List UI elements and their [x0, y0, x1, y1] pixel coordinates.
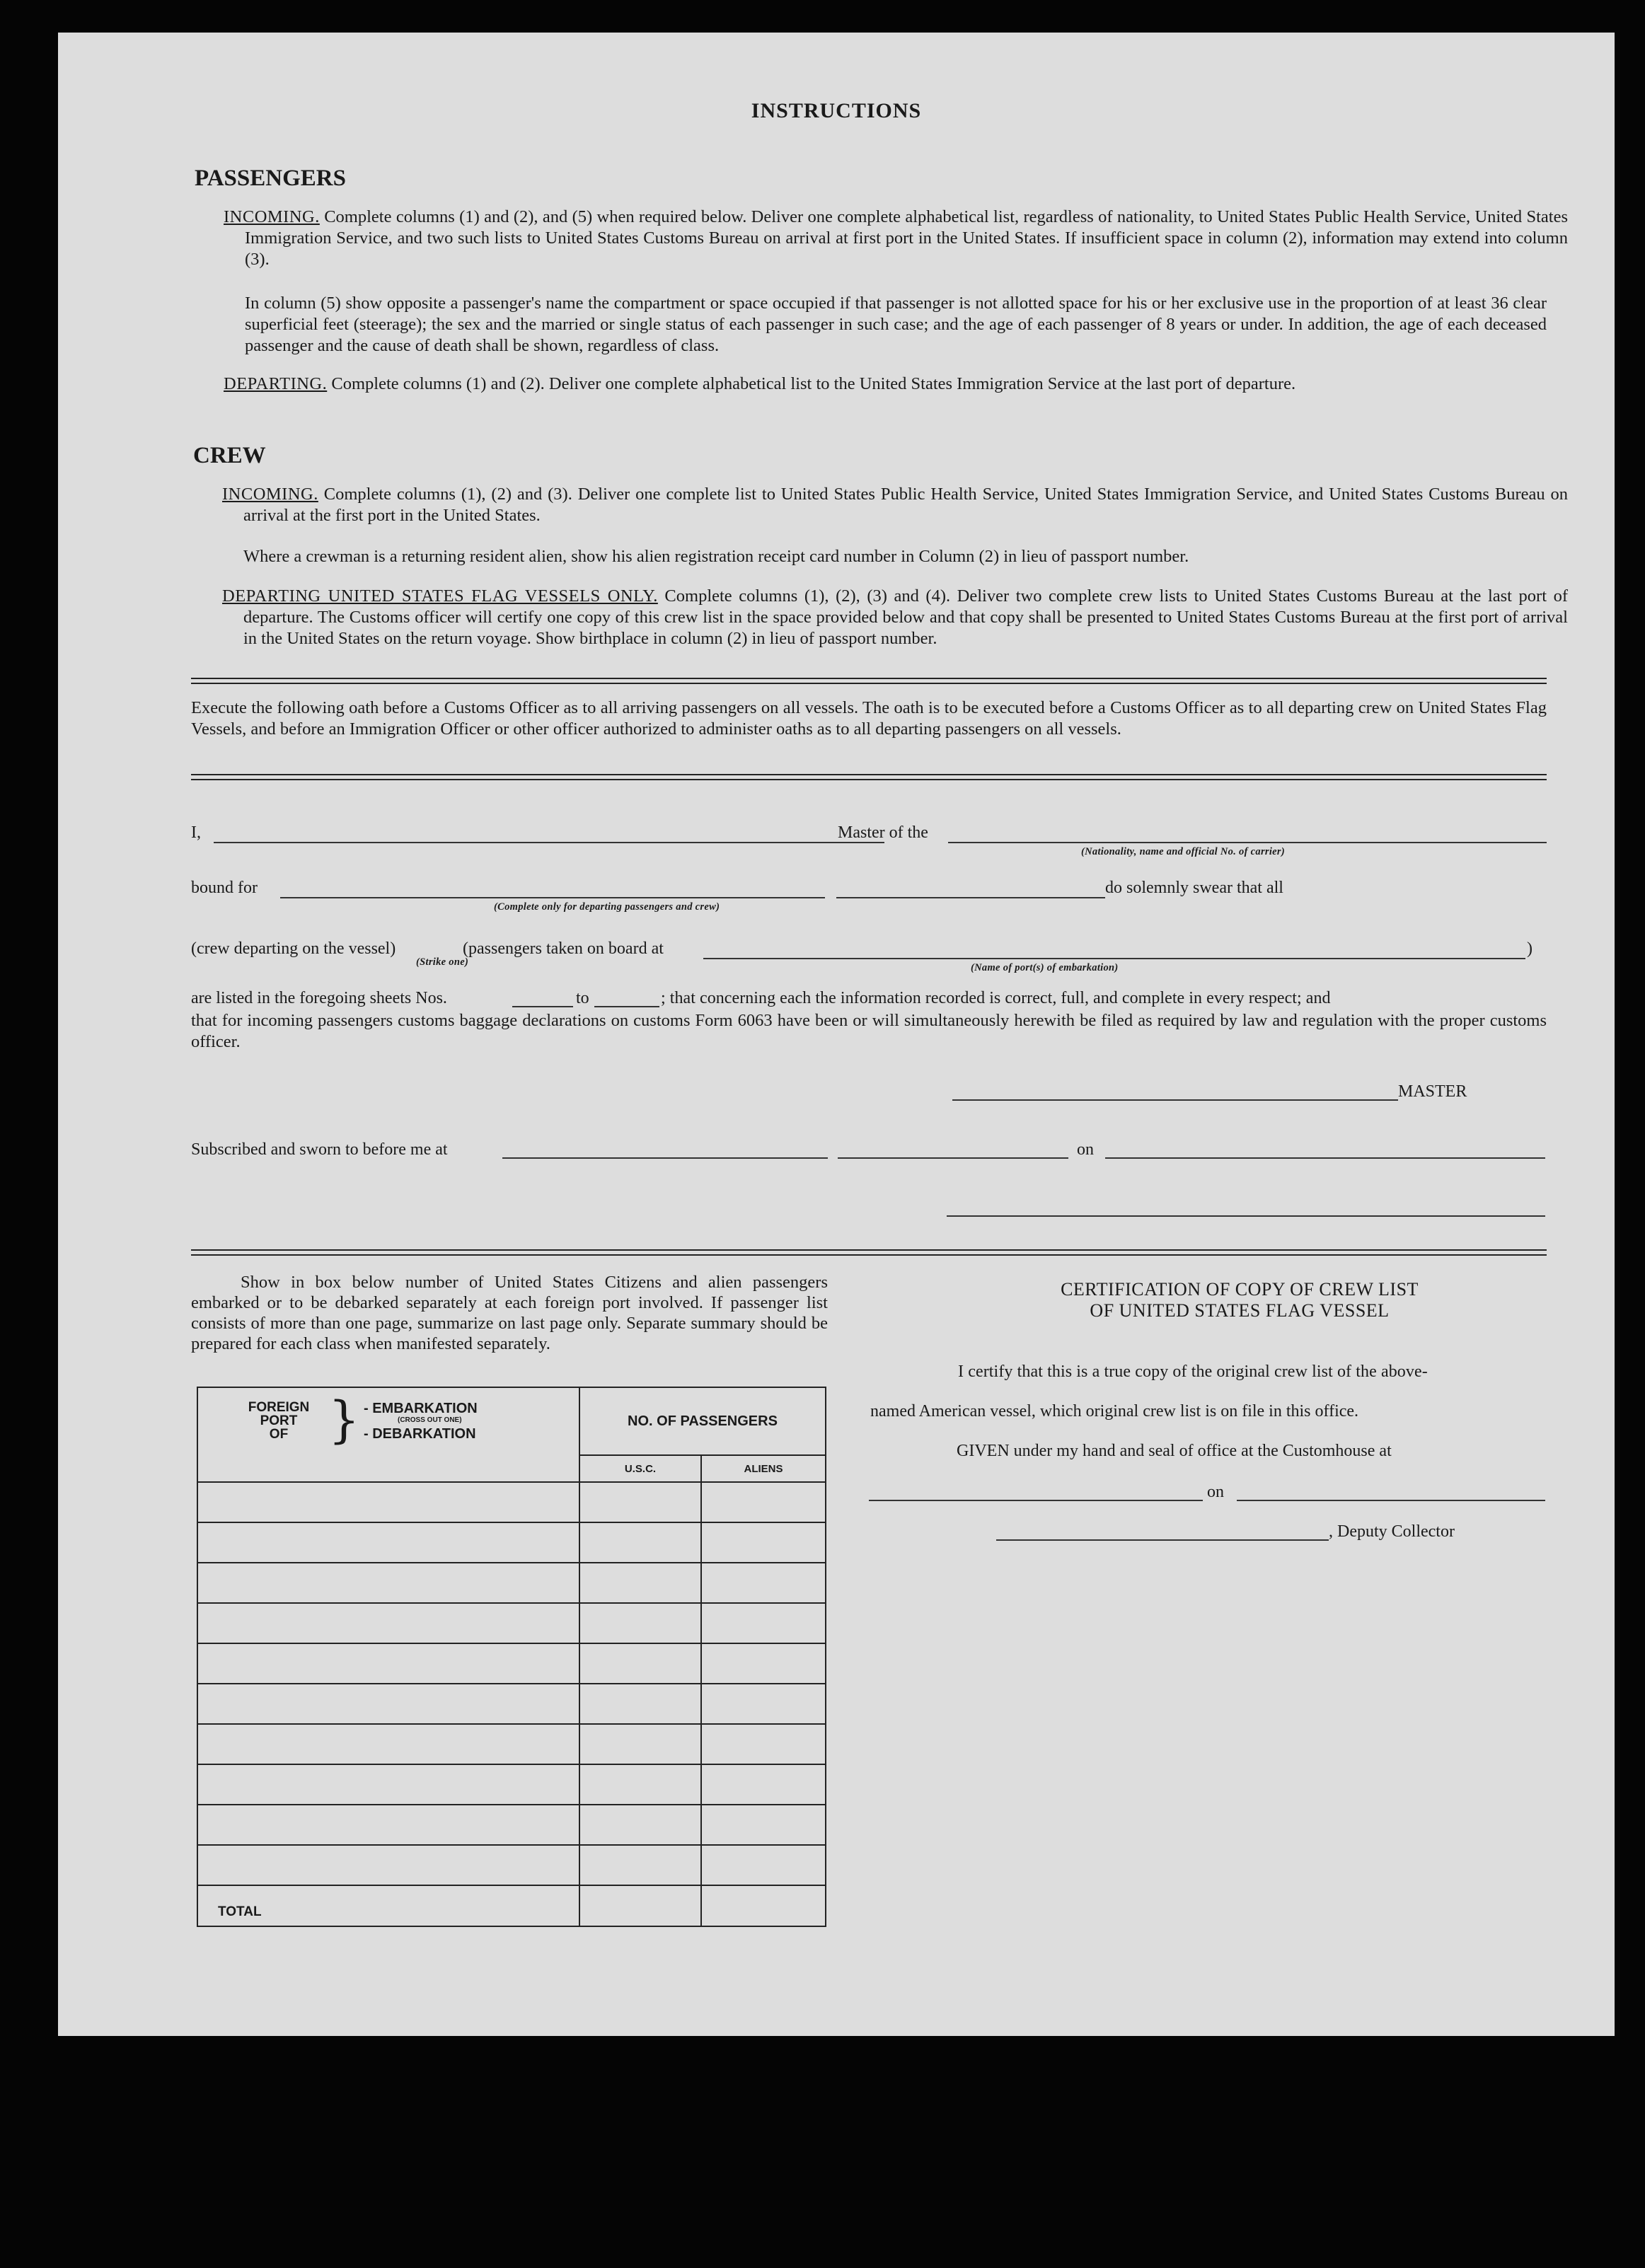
certification-heading-2: OF UNITED STATES FLAG VESSEL	[1090, 1300, 1390, 1321]
port-cell[interactable]	[197, 1845, 579, 1885]
table-row	[197, 1522, 826, 1563]
aliens-cell[interactable]	[701, 1563, 826, 1603]
sworn-on-label: on	[1077, 1140, 1094, 1159]
port-cell[interactable]	[197, 1805, 579, 1845]
embarkation-option[interactable]: - EMBARKATION	[364, 1401, 478, 1416]
bound-for-field[interactable]	[280, 897, 825, 898]
usc-cell[interactable]	[579, 1482, 701, 1522]
form-page	[58, 33, 1615, 2036]
sheet-to-field[interactable]	[594, 1006, 659, 1007]
aliens-cell[interactable]	[701, 1482, 826, 1522]
table-row	[197, 1603, 826, 1643]
brace-icon: }	[328, 1391, 360, 1449]
passengers-incoming-paragraph	[224, 207, 1568, 270]
double-rule	[191, 774, 1547, 780]
table-row	[197, 1684, 826, 1724]
usc-cell[interactable]	[579, 1845, 701, 1885]
double-rule	[191, 1249, 1547, 1256]
passengers-column5-paragraph: In column (5) show opposite a passenger's name the compartment or space occupied if that passenger is not allotted space for his or her exclusive use in the proportion of at least 36 clear superficial feet (steerage); the sex and the married or single status of each passenger in such case; and the age of each passenger of 8 years or under. In addition, the age of each deceased passenger and the cause of death shall be shown, regardless of class.	[245, 294, 1547, 355]
aliens-cell[interactable]	[701, 1684, 826, 1724]
passengers-departing-paragraph	[224, 374, 1568, 395]
usc-total-cell[interactable]	[579, 1885, 701, 1926]
master-signature-field[interactable]	[952, 1099, 1398, 1101]
cross-out-hint: (CROSS OUT ONE)	[398, 1416, 462, 1424]
oath-instructions: Execute the following oath before a Customs Officer as to all arriving passengers on all vessels. The oath is to be executed before a Customs Officer as to all departing crew on United States Flag Vessels, and before an Immigration Officer or other officer authorized to administer oaths as to all departing passengers on all vessels.	[191, 698, 1547, 739]
port-cell[interactable]	[197, 1482, 579, 1522]
port-cell[interactable]	[197, 1563, 579, 1603]
port-cell[interactable]	[197, 1603, 579, 1643]
crew-incoming-paragraph	[222, 484, 1568, 526]
crew-departing-label: DEPARTING UNITED STATES FLAG VESSELS ONLY.	[222, 586, 658, 606]
crew-resident-paragraph: Where a crewman is a returning resident alien, show his alien registration receipt card number in Column (2) in lieu of passport number.	[243, 547, 1189, 566]
carrier-field[interactable]	[948, 842, 1547, 843]
debarkation-option[interactable]: - DEBARKATION	[364, 1426, 476, 1442]
usc-cell[interactable]	[579, 1684, 701, 1724]
total-label: TOTAL	[197, 1885, 579, 1926]
strike-one-hint: (Strike one)	[416, 956, 469, 968]
usc-header: U.S.C.	[579, 1455, 701, 1482]
certification-heading-1: CERTIFICATION OF COPY OF CREW LIST	[1061, 1279, 1419, 1300]
sworn-place-field[interactable]	[502, 1157, 828, 1159]
table-row	[197, 1845, 826, 1885]
customhouse-field[interactable]	[869, 1500, 1203, 1501]
aliens-cell[interactable]	[701, 1522, 826, 1563]
bound-for-field-2[interactable]	[836, 897, 1105, 898]
listed-text-c: that for incoming passengers customs baggage declarations on customs Form 6063 have been or will simultaneously herewith be filed as required by law and regulation with the proper customs officer.	[191, 1011, 1547, 1051]
usc-cell[interactable]	[579, 1522, 701, 1563]
sheet-from-field[interactable]	[512, 1006, 573, 1007]
bound-for-label: bound for	[191, 879, 258, 897]
table-row	[197, 1724, 826, 1764]
port-cell[interactable]	[197, 1522, 579, 1563]
close-paren: )	[1527, 939, 1533, 958]
port-cell[interactable]	[197, 1764, 579, 1805]
aliens-cell[interactable]	[701, 1724, 826, 1764]
usc-cell[interactable]	[579, 1603, 701, 1643]
certification-date-field[interactable]	[1237, 1500, 1545, 1501]
oath-i-label: I,	[191, 823, 201, 842]
crew-departing-text: Complete columns (1), (2), (3) and (4). Deliver two complete crew lists to United States Customs Bureau at the last port of departure. The Customs officer will certify one copy of this crew list in the space provided below and that copy shall be presented to United States Customs Bureau at the first port of arrival in the United States on the return voyage. Show birthplace in column (2) in lieu of passport number.	[243, 586, 1568, 648]
sworn-place-field-2[interactable]	[838, 1157, 1068, 1159]
complete-only-hint: (Complete only for departing passengers and crew)	[494, 901, 720, 913]
passengers-incoming-text: Complete columns (1) and (2), and (5) when required below. Deliver one complete alphabetical list, regardless of nationality, to United States Public Health Service, United States Immigration Service, and two such lists to United States Customs Bureau on arrival at first port in the United States. If insufficient space in column (2), information may extend into column (3).	[245, 207, 1568, 269]
passenger-summary-table	[197, 1387, 826, 1927]
table-row	[197, 1764, 826, 1805]
subscribed-label: Subscribed and sworn to before me at	[191, 1140, 448, 1159]
table-row	[197, 1563, 826, 1603]
passengers-heading: PASSENGERS	[195, 166, 346, 191]
master-label: MASTER	[1398, 1082, 1467, 1101]
usc-cell[interactable]	[579, 1563, 701, 1603]
table-row	[197, 1643, 826, 1684]
aliens-cell[interactable]	[701, 1805, 826, 1845]
summary-instructions: Show in box below number of United States Citizens and alien passengers embarked or to be debarked separately at each foreign port involved. If passenger list consists of more than one page, summarize on last page only. Separate summary should be prepared for each class when manifested separately.	[191, 1273, 828, 1353]
nationality-hint: (Nationality, name and official No. of carrier)	[1081, 846, 1285, 857]
listed-text-a: are listed in the foregoing sheets Nos.	[191, 989, 447, 1007]
port-cell[interactable]	[197, 1643, 579, 1684]
no-of-passengers-header: NO. OF PASSENGERS	[579, 1387, 826, 1455]
table-row	[197, 1805, 826, 1845]
listed-text-b: ; that concerning each the information recorded is correct, full, and complete in every respect; and	[661, 989, 1331, 1007]
passengers-departing-label: DEPARTING.	[224, 374, 328, 393]
sworn-date-field[interactable]	[1105, 1157, 1545, 1159]
deputy-collector-label: , Deputy Collector	[1329, 1522, 1455, 1541]
port-header-cell	[197, 1387, 579, 1482]
total-row	[197, 1885, 826, 1926]
passengers-taken-option[interactable]: (passengers taken on board at	[463, 939, 664, 958]
certification-heading	[886, 1279, 1593, 1321]
crew-heading: CREW	[193, 443, 266, 468]
port-label-1: FOREIGN	[248, 1400, 310, 1415]
aliens-cell[interactable]	[701, 1643, 826, 1684]
officer-signature-field[interactable]	[947, 1215, 1545, 1217]
port-embarkation-field[interactable]	[703, 958, 1525, 959]
listed-to: to	[576, 989, 589, 1007]
master-name-field[interactable]	[214, 842, 884, 843]
crew-departing-paragraph	[222, 586, 1568, 649]
port-cell[interactable]	[197, 1724, 579, 1764]
master-of-the-label: Master of the	[838, 823, 928, 842]
crew-departing-option[interactable]: (crew departing on the vessel)	[191, 939, 396, 958]
double-rule	[191, 678, 1547, 684]
usc-cell[interactable]	[579, 1724, 701, 1764]
aliens-header: ALIENS	[701, 1455, 826, 1482]
usc-cell[interactable]	[579, 1764, 701, 1805]
usc-cell[interactable]	[579, 1805, 701, 1845]
certification-line-2: named American vessel, which original crew list is on file in this office.	[870, 1402, 1359, 1421]
aliens-total-cell[interactable]	[701, 1885, 826, 1926]
deputy-signature-field[interactable]	[996, 1539, 1329, 1541]
port-label-3: OF	[269, 1427, 289, 1442]
passengers-departing-text: Complete columns (1) and (2). Deliver one complete alphabetical list to the United States Immigration Service at the last port of departure.	[331, 374, 1296, 393]
crew-incoming-label: INCOMING.	[222, 485, 318, 504]
aliens-cell[interactable]	[701, 1764, 826, 1805]
aliens-cell[interactable]	[701, 1845, 826, 1885]
do-solemnly-label: do solemnly swear that all	[1105, 879, 1283, 897]
certification-on-label: on	[1207, 1483, 1224, 1501]
usc-cell[interactable]	[579, 1643, 701, 1684]
name-of-port-hint: (Name of port(s) of embarkation)	[971, 962, 1119, 973]
page-title: INSTRUCTIONS	[751, 99, 922, 122]
certification-line-1: I certify that this is a true copy of the original crew list of the above-	[958, 1362, 1428, 1381]
foreign-port-of-label	[229, 1401, 328, 1441]
port-label-2: PORT	[260, 1413, 298, 1428]
port-cell[interactable]	[197, 1684, 579, 1724]
aliens-cell[interactable]	[701, 1603, 826, 1643]
certification-line-3: GIVEN under my hand and seal of office at the Customhouse at	[957, 1442, 1392, 1460]
crew-incoming-text: Complete columns (1), (2) and (3). Deliver one complete list to United States Public Health Service, United States Immigration Service, and United States Customs Bureau on arrival at the first port in the United States.	[243, 485, 1569, 525]
passengers-incoming-label: INCOMING.	[224, 207, 320, 226]
table-row	[197, 1482, 826, 1522]
